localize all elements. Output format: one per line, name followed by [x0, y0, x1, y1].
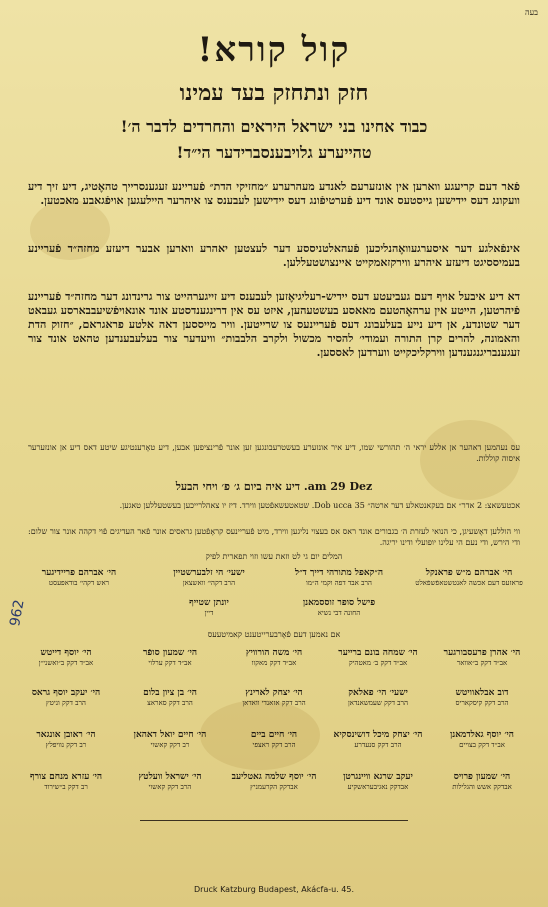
- signature: הי׳ חיים יואל דאהאן רב דקק קאשוי: [133, 730, 207, 749]
- signatures-top: [14, 568, 534, 628]
- page-title: קול קורא!: [197, 30, 351, 70]
- signature: הי׳ חיים ביים הרב דקק ראצפי: [250, 730, 298, 749]
- fine-print: עס נעהמען דאהער אן אללע יראי ה׳ תהורשי שמו, דיע איר אונזערע בעשטרעבונגען זען אונר פֿרינציפען אבען, דיע טאֶרענטיגע שיטע דאס דיע אן אונזערער איסוה קוללות.: [28, 443, 520, 463]
- note-blessing: ווי הוללען דאֶשעיגן, כי הנואי לעזרת ה׳ בגבורים אונד ראס אס בעצוי נליגען ווירד, מיט פֿעריינעס קראֶפֿטען גראסים אונר פֿאר העדיגים פֿוי דקהה אונר צור שלום: ודי הירש, ודי נעם הי עלינו יופועלי ודינו יריגה.: [28, 527, 520, 547]
- signature: יונתן שטייף דיין: [189, 598, 229, 617]
- signature: דוב אבלאוויטש הרב דקק קיסקאריס: [455, 688, 509, 707]
- signatures-grid: [14, 648, 534, 818]
- paragraph-1: פֿאר דעם קריעגע ווארען אין אונזערעם לאנדע מעהרערע ״מחזיקי הדת״ פֿעריינע זעגענסרייך טהאֶטיג, דיע זיך דיע וועקונג דעס יידישען גייסטעס אונד דיע פֿערטיפֿונג דעס יידישען לעבענס צו איהרער היילעגען אויפֿגאבע מאכטען.: [28, 180, 520, 207]
- signature: הי׳ ראובן אונגאר רב דקק נוויפלץ: [36, 730, 96, 749]
- printer-footer: Druck Katzburg Budapest, Akácfa-u. 45.: [193, 885, 355, 894]
- signature: הי׳ שמעון סופֿר אב״ד דקק ערלוי: [142, 648, 198, 667]
- signature: הי׳ שמעון פרויס אבדקק אשש והגלילות: [452, 772, 512, 791]
- handwritten-margin-note: 962: [7, 598, 28, 628]
- signature: פישל סופר זוססמאנן החונה דבי נשיא: [302, 598, 376, 617]
- signature: הי׳ יצחק מיכל דושינסקיא הרב דקק סנעדרע: [333, 730, 423, 749]
- date-line: am 29 Dez. דיע איה ביום ג׳ פ׳ ויחי הבעל: [175, 480, 373, 493]
- divider-rule: [140, 820, 408, 821]
- note-address: אכטעשאצ: 2 אדר״ אם בעקאנטאלע דער ארטה״ Dob ucca 35. שטאטעשאפֿטען ווירד. דיז יו צאהלרייכען בעשטעללען טאגען.: [119, 501, 520, 510]
- signature: הי׳ שמחה בונם ברייער אב״ד דקק ב׳ מאטהיק: [338, 648, 418, 667]
- committee-line: אם נאמען דעם פֿאֶרבערייטענט קאמיטעעס: [207, 630, 341, 639]
- signature: יעקב שרגא וויינגרטן אבדקק נאגיבעראשקיע: [343, 772, 413, 791]
- signature: הי׳ עזרא מנחם צורף רב דקק ב״שירוד: [29, 772, 103, 791]
- signature: הי׳ יצחק לארינץ הרב דקק אזאנדי וואדאן: [242, 688, 306, 707]
- heading-address: כבוד אחינו בני ישראל היראים והחרדים לדבר ה׳!: [120, 117, 428, 136]
- signature: ישעי׳ הי זלבערשטיין הרב דקהי׳ וואשצאן: [173, 568, 245, 587]
- paragraph-2: אינפֿאלגע דער איסערגעוואֶהנליכען פֿעהאלטניססע דער לעצטען יאהרע ווארען אבער דיעזע מחזה״ד פֿעריינע בעמיססיגט דיעזע איהרע ווירקזאמקייט איינצושטעללען.: [28, 242, 520, 269]
- signature: הי׳ ישראל וועלטץ הרב דקק קאשוי: [138, 772, 202, 791]
- closing-line: המלים יום גי לט וזאת עשו וזוי תפארית לפיק: [205, 552, 343, 561]
- signature: הי׳ משה הורוויץ אב״ד דקק מאקוו: [245, 648, 303, 667]
- heading-brethren: טהייערע גלויבענסברידער הי״ד!: [176, 143, 372, 162]
- signature: הי׳ אברהם פריידיגער ראש דקהי׳ בודאפעסט: [41, 568, 117, 587]
- subtitle: חזק ונתחזק בעד עמינו: [179, 80, 369, 106]
- page-number: בעה: [525, 8, 538, 17]
- signature: הי׳ יוסף גאלדמאנן אב״ד דקק בצויים: [450, 730, 514, 749]
- signature: הי׳ יוסף דייטש אב״ד דקק ב״ואשני״ן: [38, 648, 94, 667]
- signature: ה״קאפל מתורהי דייך ד״ל הרב אבד דפה וקמי ה״מו: [294, 568, 384, 587]
- paragraph-3: דא דיע איבעל אויף דעם געביעטע דעס יידיש-רעליגיאֶזען לעבענס דיע זייגערהייט צור גרינדונג דער מחזה״ד פֿעריינע פֿיהרטען, הייטע אין ערהאֶהטעם מאאסע בעשטעהען, איזט עס אין דרינגענדסטע אונד אונאויפֿשיעבבארסע געבאט דער שטונדע, אן דיע נייע בעלעבונג דעס פֿעריינעס צו שרייטען. וויר מייססען דאה אלטע פראגראם, ״חזוק הדת והאמונה, להרים קרן התורה ועמודי׳ להסיר מכשול ולקרב הלבבות״ וויעדער צור בעלעבענדען טהאט אונד צור זעגענבריגנגענדען ווירקליכקייט ווערדען לאססען.: [28, 290, 520, 359]
- signature: ישעי׳ הי׳ פאלאק הרב דקק שעמשאנדאן: [348, 688, 408, 707]
- signature: הי׳ יוסף שלמה גאטליעב אבדקק הקרעמניץ: [231, 772, 317, 791]
- signature: הי׳ אברהם מ״ש פראנקל פראזעס דעם אכשה לאנטשטאפֿשפֿאלט: [415, 568, 523, 587]
- signature: הי׳ בן ציון בלום הרב דקק סאראצ: [143, 688, 197, 707]
- signature: הי׳ יעקב יוסף גראס הרב דקק וניטץ: [31, 688, 101, 707]
- signature: הי׳ אהרן פרעסבורגער אב״ד דקק ב״אוואר: [443, 648, 521, 667]
